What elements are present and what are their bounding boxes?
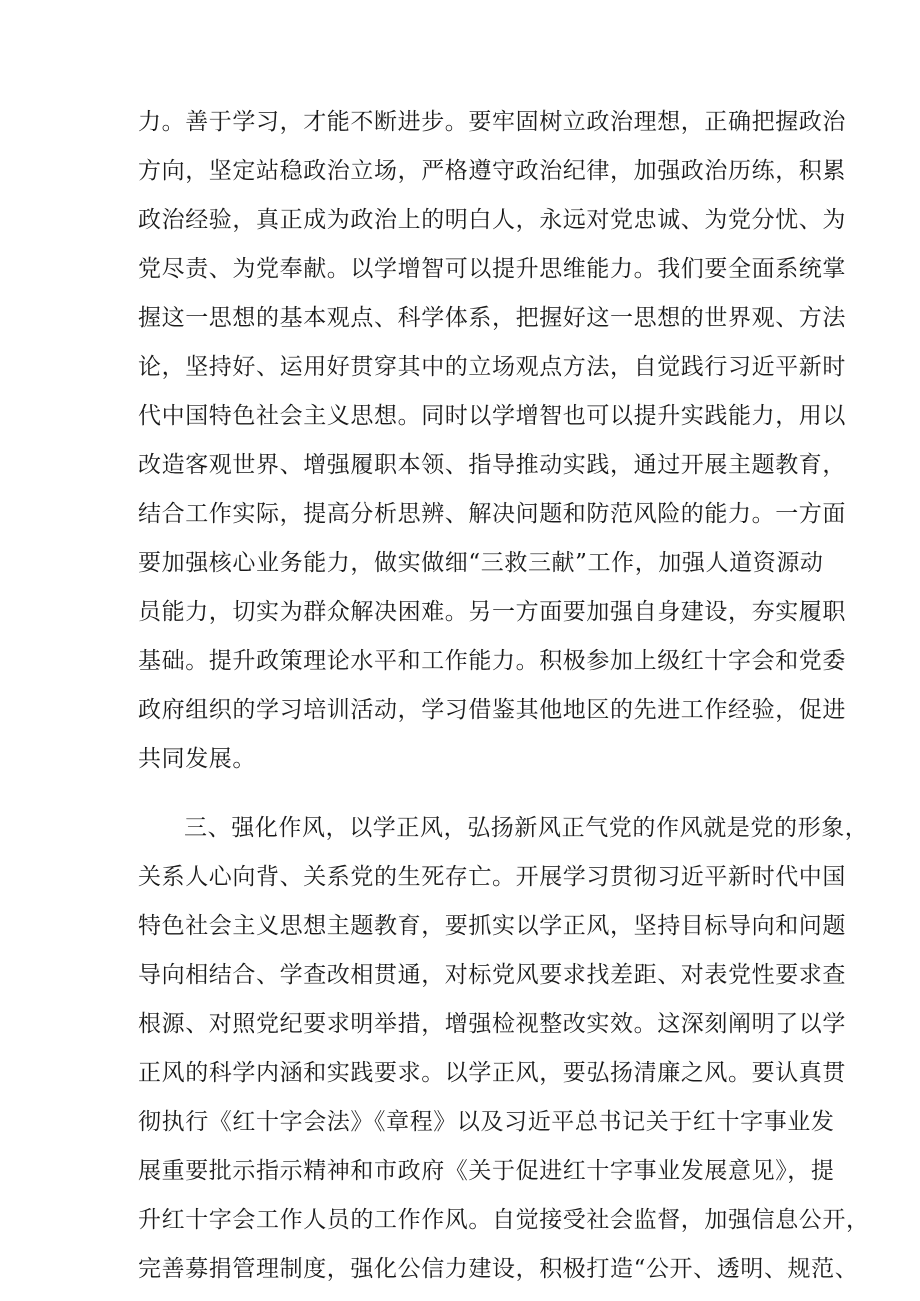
paragraph-2	[138, 804, 870, 1294]
text-line: 改造客观世界、增强履职本领、指导推动实践，通过开展主题教育，	[138, 452, 846, 478]
text-line: 完善募捐管理制度，强化公信力建设，积极打造“公开、透明、规范、	[138, 1256, 859, 1282]
text-line: 政治经验，真正成为政治上的明白人，永远对党忠诚、为党分忧、为	[138, 207, 846, 233]
text-line: 基础。提升政策理论水平和工作能力。积极参加上级红十字会和党委	[138, 648, 846, 674]
text-line: 方向，坚定站稳政治立场，严格遵守政治纪律，加强政治历练，积累	[138, 158, 846, 184]
text-line: 特色社会主义思想主题教育，要抓实以学正风，坚持目标导向和问题	[138, 913, 846, 939]
text-line: 论，坚持好、运用好贯穿其中的立场观点方法，自觉践行习近平新时	[138, 354, 846, 380]
text-line: 正风的科学内涵和实践要求。以学正风，要弘扬清廉之风。要认真贯	[138, 1060, 846, 1086]
text-line: 彻执行《红十字会法》《章程》以及习近平总书记关于红十字事业发	[138, 1109, 835, 1135]
text-line: 政府组织的学习培训活动，学习借鉴其他地区的先进工作经验，促进	[138, 697, 846, 723]
text-line: 党尽责、为党奉献。以学增智可以提升思维能力。我们要全面系统掌	[138, 256, 846, 282]
text-line: 代中国特色社会主义思想。同时以学增智也可以提升实践能力，用以	[138, 403, 846, 429]
text-line: 导向相结合、学查改相贯通，对标党风要求找差距、对表党性要求查	[138, 962, 846, 988]
text-line: 要加强核心业务能力，做实做细“三救三献”工作，加强人道资源动	[138, 550, 824, 576]
paragraph-1	[138, 98, 846, 784]
text-line: 升红十字会工作人员的工作作风。自觉接受社会监督，加强信息公开，	[138, 1207, 870, 1233]
text-line: 力。善于学习，才能不断进步。要牢固树立政治理想，正确把握政治	[138, 109, 846, 135]
text-line: 握这一思想的基本观点、科学体系，把握好这一思想的世界观、方法	[138, 305, 846, 331]
text-line: 共同发展。	[138, 746, 256, 772]
text-line: 关系人心向背、关系党的生死存亡。开展学习贯彻习近平新时代中国	[138, 864, 846, 890]
text-line: 展重要批示指示精神和市政府《关于促进红十字事业发展意见》，提	[138, 1158, 835, 1184]
body-text	[138, 98, 870, 1294]
paragraph-spacer	[138, 784, 798, 804]
text-line: 员能力，切实为群众解决困难。另一方面要加强自身建设，夯实履职	[138, 599, 846, 625]
text-line: 根源、对照党纪要求明举措，增强检视整改实效。这深刻阐明了以学	[138, 1011, 846, 1037]
text-line: 结合工作实际，提高分析思辨、解决问题和防范风险的能力。一方面	[138, 501, 846, 527]
text-line-indented: 三、强化作风，以学正风，弘扬新风正气党的作风就是党的形象，	[184, 815, 869, 841]
